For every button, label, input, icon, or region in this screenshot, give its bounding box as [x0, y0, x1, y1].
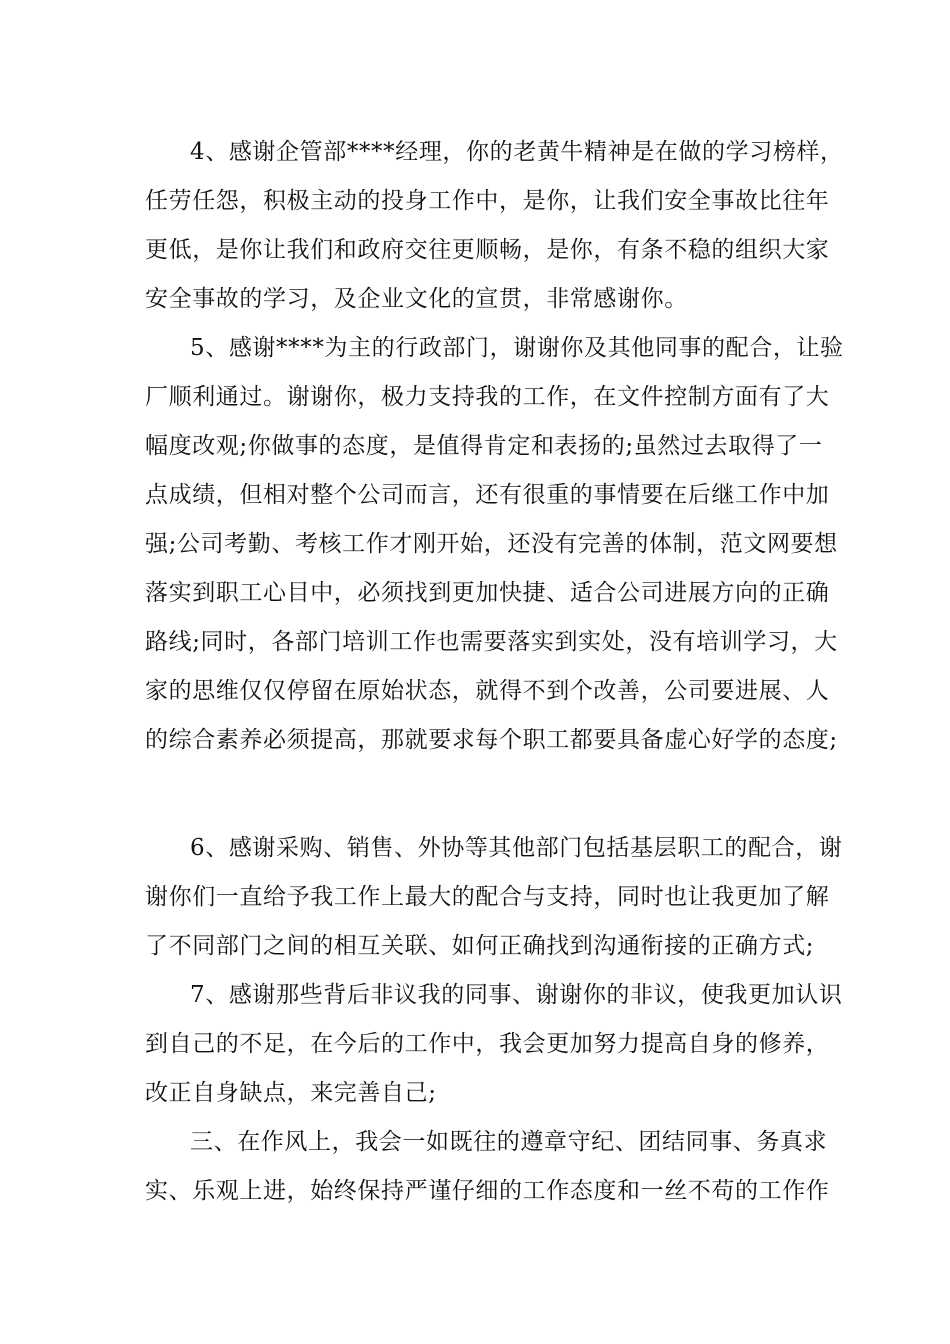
paragraph-6-line-3: 了不同部门之间的相互关联、如何正确找到沟通衔接的正确方式; [145, 933, 815, 959]
paragraph-6-line-2: 谢你们一直给予我工作上最大的配合与支持，同时也让我更加了解 [145, 884, 830, 910]
paragraph-5-line-5: 强;公司考勤、考核工作才刚开始，还没有完善的体制，范文网要想 [145, 531, 838, 557]
paragraph-5-line-9: 的综合素养必须提高，那就要求每个职工都要具备虚心好学的态度; [145, 727, 838, 753]
paragraph-7-line-3: 改正自身缺点，来完善自己; [145, 1080, 437, 1106]
section-3-line-2: 实、乐观上进，始终保持严谨仔细的工作态度和一丝不苟的工作作 [145, 1178, 830, 1204]
paragraph-4-line-2: 任劳任怨，积极主动的投身工作中，是你，让我们安全事故比往年 [145, 188, 830, 214]
paragraph-5-line-1: 5、感谢****为主的行政部门，谢谢你及其他同事的配合，让验 [190, 335, 844, 361]
paragraph-4-line-3: 更低，是你让我们和政府交往更顺畅，是你，有条不稳的组织大家 [145, 237, 830, 263]
paragraph-5-line-2: 厂顺利通过。谢谢你，极力支持我的工作，在文件控制方面有了大 [145, 384, 830, 410]
paragraph-5-line-4: 点成绩，但相对整个公司而言，还有很重的事情要在后继工作中加 [145, 482, 830, 508]
paragraph-6-line-1: 6、感谢采购、销售、外协等其他部门包括基层职工的配合，谢 [190, 835, 843, 861]
paragraph-4-line-4: 安全事故的学习，及企业文化的宣贯，非常感谢你。 [145, 286, 688, 312]
paragraph-7-line-2: 到自己的不足，在今后的工作中，我会更加努力提高自身的修养， [145, 1031, 830, 1057]
paragraph-7-line-1: 7、感谢那些背后非议我的同事、谢谢你的非议，使我更加认识 [190, 982, 843, 1008]
paragraph-5-line-6: 落实到职工心目中，必须找到更加快捷、适合公司进展方向的正确 [145, 580, 830, 606]
paragraph-4-line-1: 4、感谢企管部****经理，你的老黄牛精神是在做的学习榜样， [190, 139, 844, 165]
section-3-line-1: 三、在作风上，我会一如既往的遵章守纪、团结同事、务真求 [190, 1129, 828, 1155]
paragraph-5-line-3: 幅度改观;你做事的态度，是值得肯定和表扬的;虽然过去取得了一 [145, 433, 823, 459]
paragraph-5-line-7: 路线;同时，各部门培训工作也需要落实到实处，没有培训学习，大 [145, 629, 838, 655]
paragraph-5-line-8: 家的思维仅仅停留在原始状态，就得不到个改善，公司要进展、人 [145, 678, 830, 704]
